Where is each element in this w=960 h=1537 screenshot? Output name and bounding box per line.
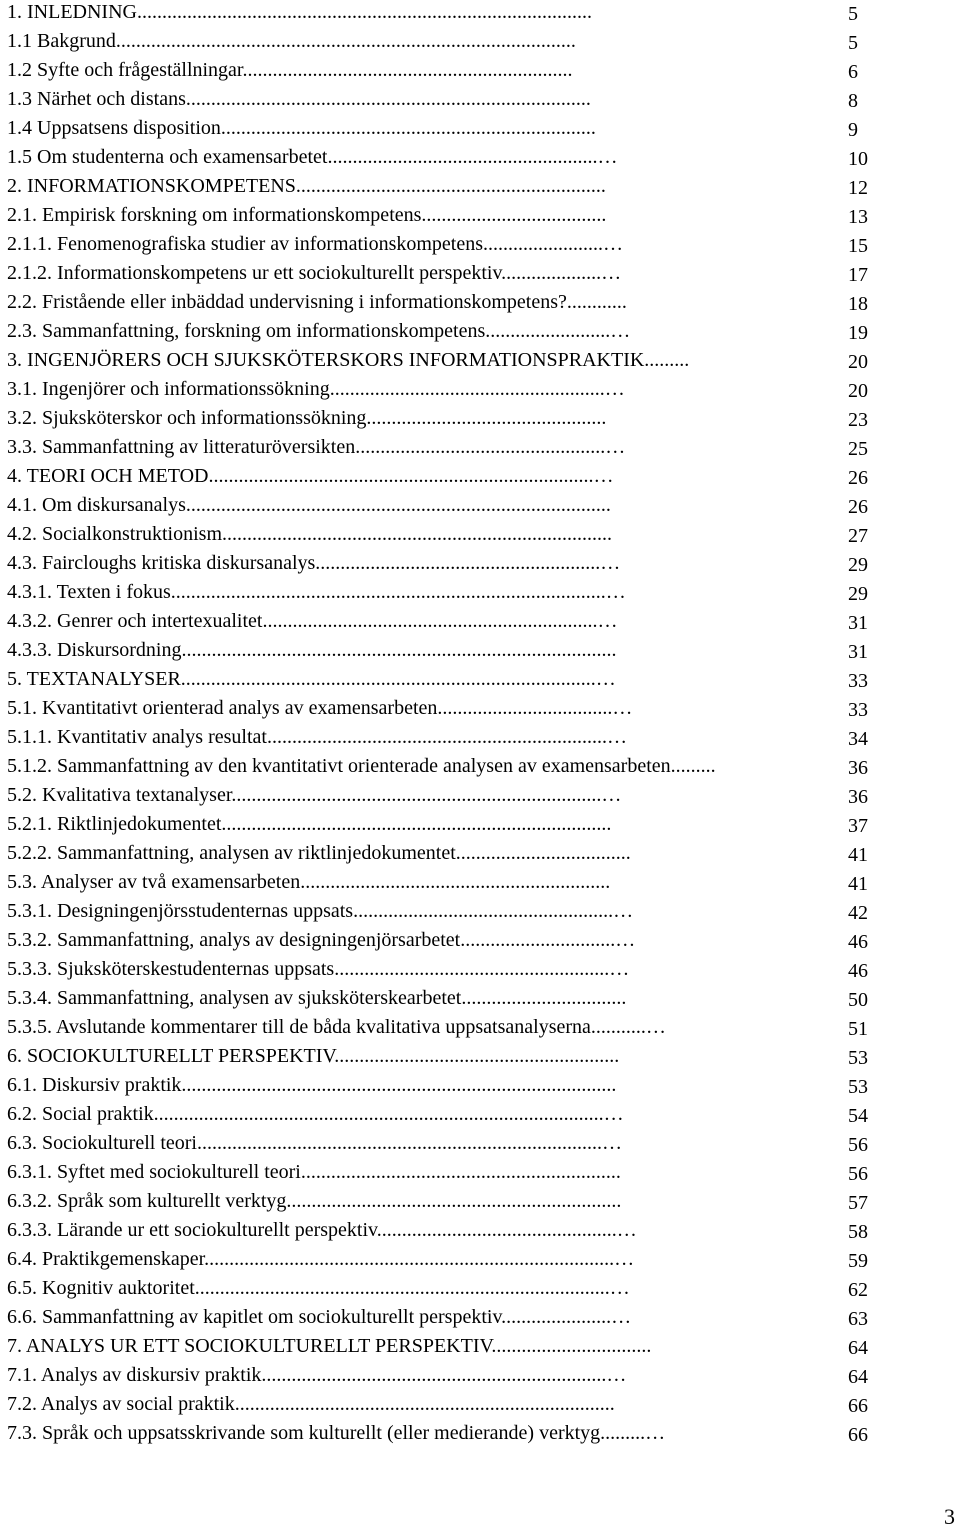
- toc-entry-title: 3.2. Sjuksköterskor och informationssökning................................................: [7, 407, 607, 429]
- toc-entry-title: 4.3.3. Diskursordning.......................................................................................: [7, 639, 617, 661]
- toc-entry: [7, 87, 947, 116]
- toc-entry: [7, 928, 947, 957]
- toc-entry: [7, 29, 947, 58]
- toc-entry-page-number: 66: [848, 1395, 868, 1417]
- toc-entry-page-number: 36: [848, 786, 868, 808]
- toc-entry-page-number: 17: [848, 264, 868, 286]
- toc-entry-page-number: 36: [848, 757, 868, 779]
- toc-entry-title: 1.5 Om studenterna och examensarbetet......................................................…: [7, 146, 618, 168]
- toc-entry-page-number: 8: [848, 90, 858, 112]
- toc-entry-page-number: 18: [848, 293, 868, 315]
- toc-entry-title: 6.2. Social praktik..........................................................................................…: [7, 1103, 624, 1125]
- toc-entry-page-number: 29: [848, 583, 868, 605]
- toc-entry: [7, 1189, 947, 1218]
- toc-entry: [7, 232, 947, 261]
- toc-entry-page-number: 57: [848, 1192, 868, 1214]
- toc-entry-title: 7.2. Analys av social praktik............................................................................: [7, 1393, 615, 1415]
- table-of-contents: [7, 0, 947, 1450]
- toc-entry-title: 5.3. Analyser av två examensarbeten..............................................................: [7, 871, 611, 893]
- toc-entry: [7, 203, 947, 232]
- toc-entry: [7, 1421, 947, 1450]
- toc-entry-title: 1.3 Närhet och distans.................................................................................: [7, 88, 591, 110]
- toc-entry-title: 6.3. Sociokulturell teori.................................................................................…: [7, 1132, 622, 1154]
- toc-entry: [7, 725, 947, 754]
- toc-entry-page-number: 46: [848, 960, 868, 982]
- toc-entry: [7, 348, 947, 377]
- toc-entry: [7, 0, 947, 29]
- toc-entry: [7, 1044, 947, 1073]
- toc-entry-page-number: 66: [848, 1424, 868, 1446]
- toc-entry: [7, 522, 947, 551]
- toc-entry: [7, 1160, 947, 1189]
- toc-entry-page-number: 46: [848, 931, 868, 953]
- toc-entry-title: 1.2 Syfte och frågeställningar..................................................................: [7, 59, 573, 81]
- toc-entry-title: 7.3. Språk och uppsatsskrivande som kulturellt (eller medierande) verktyg.........…: [7, 1422, 666, 1444]
- toc-entry-title: 2.1.2. Informationskompetens ur ett sociokulturellt perspektiv....................…: [7, 262, 622, 284]
- toc-entry-title: 4.3.1. Texten i fokus.......................................................................................…: [7, 581, 626, 603]
- toc-entry: [7, 783, 947, 812]
- toc-entry-title: 7. ANALYS UR ETT SOCIOKULTURELLT PERSPEKTIV................................: [7, 1335, 652, 1357]
- toc-entry-page-number: 25: [848, 438, 868, 460]
- toc-entry: [7, 261, 947, 290]
- toc-entry-title: 5.3.1. Designingenjörsstudenternas uppsats....................................................…: [7, 900, 634, 922]
- toc-entry: [7, 1334, 947, 1363]
- toc-entry-title: 6.6. Sammanfattning av kapitlet om sociokulturellt perspektiv......................…: [7, 1306, 632, 1328]
- toc-entry: [7, 1073, 947, 1102]
- toc-entry: [7, 1305, 947, 1334]
- toc-entry-page-number: 26: [848, 467, 868, 489]
- toc-entry-title: 6.3.2. Språk som kulturellt verktyg...................................................................: [7, 1190, 622, 1212]
- toc-entry-title: 3.3. Sammanfattning av litteraturöversikten..................................................…: [7, 436, 626, 458]
- toc-entry: [7, 290, 947, 319]
- toc-entry-title: 2.1. Empirisk forskning om informationskompetens.....................................: [7, 204, 607, 226]
- toc-entry-page-number: 5: [848, 32, 858, 54]
- toc-entry-title: 1. INLEDNING...........................................................................................: [7, 1, 592, 23]
- toc-entry-title: 4.3. Faircloughs kritiska diskursanalys.........................................................…: [7, 552, 621, 574]
- toc-entry-page-number: 33: [848, 699, 868, 721]
- toc-entry: [7, 1131, 947, 1160]
- toc-entry-title: 5.3.5. Avslutande kommentarer till de båda kvalitativa uppsatsanalyserna...........…: [7, 1016, 666, 1038]
- toc-entry-page-number: 12: [848, 177, 868, 199]
- toc-entry-title: 5.3.4. Sammanfattning, analysen av sjuksköterskearbetet.................................: [7, 987, 627, 1009]
- toc-entry-page-number: 56: [848, 1163, 868, 1185]
- toc-entry-title: 6.3.3. Lärande ur ett sociokulturellt perspektiv................................................…: [7, 1219, 637, 1241]
- toc-entry-page-number: 63: [848, 1308, 868, 1330]
- toc-entry: [7, 58, 947, 87]
- toc-entry: [7, 493, 947, 522]
- toc-entry: [7, 754, 947, 783]
- toc-entry-page-number: 15: [848, 235, 868, 257]
- toc-entry-title: 3.1. Ingenjörer och informationssökning.......................................................…: [7, 378, 625, 400]
- toc-entry-title: 6.4. Praktikgemenskaper..................................................................................…: [7, 1248, 635, 1270]
- toc-entry-title: 5.3.2. Sammanfattning, analys av designingenjörsarbetet...............................…: [7, 929, 636, 951]
- toc-entry: [7, 551, 947, 580]
- toc-entry-page-number: 20: [848, 351, 868, 373]
- toc-entry-page-number: 6: [848, 61, 858, 83]
- toc-entry-title: 4.3.2. Genrer och intertexualitet...................................................................…: [7, 610, 618, 632]
- toc-entry-page-number: 64: [848, 1337, 868, 1359]
- toc-entry-page-number: 64: [848, 1366, 868, 1388]
- toc-entry: [7, 870, 947, 899]
- toc-entry: [7, 638, 947, 667]
- toc-entry-title: 5.2.2. Sammanfattning, analysen av riktlinjedokumentet...................................: [7, 842, 631, 864]
- toc-entry-title: 5.1. Kvantitativt orienterad analys av examensarbeten...................................…: [7, 697, 633, 719]
- toc-entry: [7, 377, 947, 406]
- toc-entry-title: 2.1.1. Fenomenografiska studier av informationskompetens........................…: [7, 233, 624, 255]
- toc-entry-page-number: 42: [848, 902, 868, 924]
- toc-entry-title: 1.4 Uppsatsens disposition...........................................................................: [7, 117, 596, 139]
- toc-entry: [7, 957, 947, 986]
- toc-entry-page-number: 23: [848, 409, 868, 431]
- toc-entry-title: 5.2. Kvalitativa textanalyser..........................................................................…: [7, 784, 622, 806]
- toc-entry-title: 2.3. Sammanfattning, forskning om informationskompetens.........................…: [7, 320, 631, 342]
- toc-entry-page-number: 33: [848, 670, 868, 692]
- toc-entry: [7, 435, 947, 464]
- toc-entry-page-number: 10: [848, 148, 868, 170]
- toc-entry: [7, 580, 947, 609]
- toc-entry: [7, 667, 947, 696]
- toc-entry: [7, 696, 947, 725]
- toc-entry-page-number: 53: [848, 1047, 868, 1069]
- toc-entry: [7, 1276, 947, 1305]
- toc-entry-title: 5.1.1. Kvantitativ analys resultat....................................................................…: [7, 726, 627, 748]
- toc-entry-page-number: 19: [848, 322, 868, 344]
- page-number: 3: [944, 1504, 955, 1529]
- toc-entry-title: 2.2. Fristående eller inbäddad undervisning i informationskompetens?............: [7, 291, 627, 313]
- toc-entry-page-number: 59: [848, 1250, 868, 1272]
- toc-entry: [7, 1392, 947, 1421]
- toc-entry: [7, 899, 947, 928]
- toc-entry-title: 5.3.3. Sjuksköterskestudenternas uppsats.......................................................…: [7, 958, 630, 980]
- toc-entry-page-number: 9: [848, 119, 858, 141]
- toc-entry: [7, 986, 947, 1015]
- toc-entry-page-number: 34: [848, 728, 868, 750]
- toc-entry-page-number: 31: [848, 612, 868, 634]
- toc-entry-title: 4.1. Om diskursanalys.....................................................................................: [7, 494, 611, 516]
- toc-entry: [7, 1363, 947, 1392]
- toc-entry: [7, 1247, 947, 1276]
- toc-entry-page-number: 41: [848, 873, 868, 895]
- toc-entry: [7, 319, 947, 348]
- toc-entry: [7, 609, 947, 638]
- toc-entry-page-number: 31: [848, 641, 868, 663]
- toc-entry: [7, 174, 947, 203]
- toc-entry-page-number: 27: [848, 525, 868, 547]
- toc-entry-title: 7.1. Analys av diskursiv praktik.....................................................................…: [7, 1364, 627, 1386]
- toc-entry-title: 6.5. Kognitiv auktoritet...................................................................................…: [7, 1277, 630, 1299]
- toc-entry-title: 1.1 Bakgrund............................................................................................: [7, 30, 576, 52]
- toc-entry-title: 5. TEXTANALYSER...................................................................................…: [7, 668, 616, 690]
- toc-entry-title: 6.1. Diskursiv praktik.......................................................................................: [7, 1074, 617, 1096]
- toc-entry-page-number: 51: [848, 1018, 868, 1040]
- toc-entry: [7, 406, 947, 435]
- toc-entry-page-number: 56: [848, 1134, 868, 1156]
- toc-entry-page-number: 53: [848, 1076, 868, 1098]
- toc-entry-page-number: 50: [848, 989, 868, 1011]
- toc-entry: [7, 116, 947, 145]
- toc-entry-page-number: 41: [848, 844, 868, 866]
- toc-entry-title: 4.2. Socialkonstruktionism..............................................................................: [7, 523, 612, 545]
- toc-entry-page-number: 58: [848, 1221, 868, 1243]
- toc-entry-page-number: 37: [848, 815, 868, 837]
- toc-entry-page-number: 29: [848, 554, 868, 576]
- toc-entry-title: 5.1.2. Sammanfattning av den kvantitativt orienterade analysen av examensarbeten.........: [7, 755, 716, 777]
- toc-entry-title: 3. INGENJÖRERS OCH SJUKSKÖTERSKORS INFORMATIONSPRAKTIK.........: [7, 349, 690, 371]
- toc-entry: [7, 145, 947, 174]
- toc-entry: [7, 812, 947, 841]
- toc-entry-page-number: 54: [848, 1105, 868, 1127]
- toc-entry-page-number: 5: [848, 3, 858, 25]
- toc-entry-page-number: 13: [848, 206, 868, 228]
- toc-entry: [7, 1218, 947, 1247]
- toc-entry: [7, 841, 947, 870]
- toc-entry-title: 2. INFORMATIONSKOMPETENS..............................................................: [7, 175, 606, 197]
- toc-entry-title: 5.2.1. Riktlinjedokumentet..............................................................................: [7, 813, 612, 835]
- toc-entry-page-number: 20: [848, 380, 868, 402]
- toc-entry-page-number: 62: [848, 1279, 868, 1301]
- toc-entry: [7, 1102, 947, 1131]
- toc-entry-title: 6. SOCIOKULTURELLT PERSPEKTIV.........................................................: [7, 1045, 620, 1067]
- toc-entry-title: 4. TEORI OCH METOD.............................................................................…: [7, 465, 614, 487]
- toc-entry: [7, 1015, 947, 1044]
- toc-entry-title: 6.3.1. Syftet med sociokulturell teori................................................................: [7, 1161, 621, 1183]
- toc-entry-page-number: 26: [848, 496, 868, 518]
- toc-entry: [7, 464, 947, 493]
